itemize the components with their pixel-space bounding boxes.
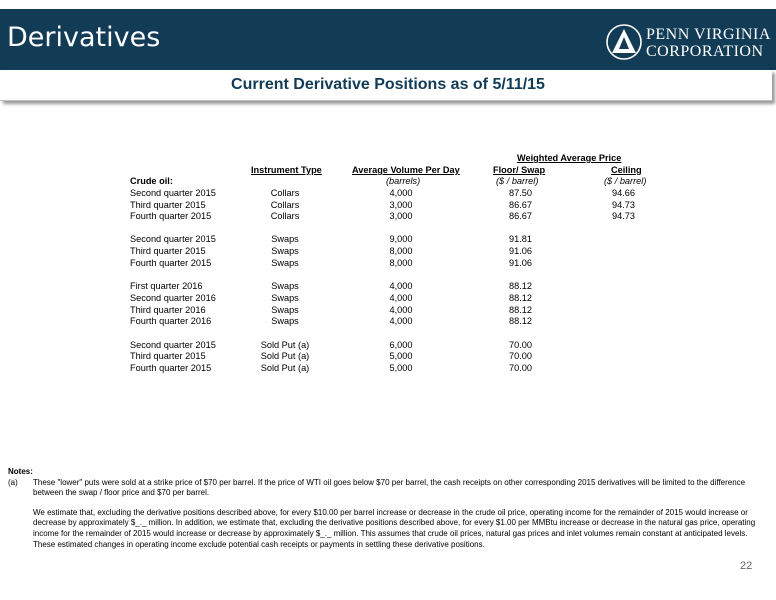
- cell-period: Third quarter 2016: [130, 305, 206, 315]
- cell-ceiling: 94.73: [612, 211, 635, 221]
- group-header: Weighted Average Price: [517, 153, 622, 163]
- cell-period: Fourth quarter 2015: [130, 211, 212, 221]
- cell-period: Third quarter 2015: [130, 200, 206, 210]
- cell-instrument: Swaps: [271, 234, 299, 244]
- cell-period: Third quarter 2015: [130, 246, 206, 256]
- logo-line1: PENN VIRGINIA: [646, 26, 771, 43]
- unit-floor: ($ / barrel): [496, 176, 539, 186]
- cell-period: Third quarter 2015: [130, 351, 206, 361]
- note-a: [8, 478, 768, 499]
- col-header-ceiling: Ceiling: [611, 165, 642, 175]
- cell-volume: 3,000: [389, 211, 413, 221]
- cell-floor: 88.12: [509, 316, 532, 326]
- page-number: 22: [740, 560, 753, 572]
- cell-floor: 91.06: [509, 258, 532, 268]
- cell-instrument: Sold Put (a): [260, 351, 310, 361]
- cell-volume: 6,000: [389, 340, 413, 350]
- logo-line2: CORPORATION: [646, 43, 764, 60]
- company-logo: [606, 24, 771, 64]
- cell-period: Second quarter 2016: [130, 293, 216, 303]
- cell-floor: 91.06: [509, 246, 532, 256]
- cell-volume: 8,000: [389, 258, 413, 268]
- cell-floor: 88.12: [509, 293, 532, 303]
- section-label: Crude oil:: [130, 176, 173, 186]
- cell-volume: 3,000: [389, 200, 413, 210]
- unit-ceiling: ($ / barrel): [604, 176, 647, 186]
- col-header-instrument: Instrument Type: [251, 165, 322, 175]
- cell-volume: 4,000: [389, 305, 413, 315]
- note-a-label: (a): [8, 477, 18, 487]
- cell-volume: 4,000: [389, 293, 413, 303]
- cell-floor: 70.00: [509, 363, 532, 373]
- cell-volume: 5,000: [389, 363, 413, 373]
- cell-floor: 86.67: [509, 211, 532, 221]
- cell-period: Second quarter 2015: [130, 188, 216, 198]
- cell-instrument: Collars: [270, 188, 300, 198]
- cell-period: Fourth quarter 2016: [130, 316, 212, 326]
- cell-period: Second quarter 2015: [130, 234, 216, 244]
- col-header-floor: Floor/ Swap: [493, 165, 546, 175]
- cell-instrument: Swaps: [271, 281, 299, 291]
- penn-virginia-logo-icon: [606, 24, 642, 60]
- unit-volume: (barrels): [386, 176, 421, 186]
- cell-floor: 70.00: [509, 340, 532, 350]
- cell-instrument: Sold Put (a): [260, 363, 310, 373]
- notes-section: [8, 467, 768, 550]
- cell-instrument: Collars: [270, 200, 300, 210]
- cell-period: Second quarter 2015: [130, 340, 216, 350]
- cell-period: Fourth quarter 2015: [130, 363, 212, 373]
- cell-volume: 9,000: [389, 234, 413, 244]
- cell-instrument: Swaps: [271, 316, 299, 326]
- col-header-volume: Average Volume Per Day: [352, 165, 460, 175]
- cell-ceiling: 94.66: [612, 188, 635, 198]
- cell-instrument: Swaps: [271, 293, 299, 303]
- subtitle: Current Derivative Positions as of 5/11/15: [231, 76, 545, 93]
- cell-ceiling: 94.73: [612, 200, 635, 210]
- note-a-text: These "lower" puts were sold at a strike price of $70 per barrel. If the price of WTI oil goes below $70 per barrel, the cash receipts on other corresponding 2015 derivatives will be limited to the difference between the swap / floor price and $70 per barrel.: [33, 477, 746, 498]
- cell-volume: 4,000: [389, 281, 413, 291]
- cell-period: Fourth quarter 2015: [130, 258, 212, 268]
- cell-volume: 5,000: [389, 351, 413, 361]
- page-title: Derivatives: [7, 22, 161, 53]
- cell-floor: 87.50: [509, 188, 532, 198]
- cell-floor: 88.12: [509, 281, 532, 291]
- notes-header: Notes:: [8, 467, 33, 476]
- cell-floor: 91.81: [509, 234, 532, 244]
- cell-floor: 88.12: [509, 305, 532, 315]
- cell-instrument: Swaps: [271, 246, 299, 256]
- cell-instrument: Swaps: [271, 305, 299, 315]
- cell-volume: 4,000: [389, 188, 413, 198]
- cell-floor: 86.67: [509, 200, 532, 210]
- cell-period: First quarter 2016: [130, 281, 203, 291]
- cell-volume: 8,000: [389, 246, 413, 256]
- cell-volume: 4,000: [389, 316, 413, 326]
- cell-instrument: Sold Put (a): [260, 340, 310, 350]
- cell-instrument: Collars: [270, 211, 300, 221]
- cell-instrument: Swaps: [271, 258, 299, 268]
- cell-floor: 70.00: [509, 351, 532, 361]
- estimate-note: We estimate that, excluding the derivative positions described above, for every $10.00 per barrel increase or decrease in the crude oil price, operating income for the remainder of 2015 would increase or decrease by approximately $_._ million. In addition, we estimate that, excluding the derivative positions described above, for every $1.00 per MMBtu increase or decrease in the natural gas price, operating income for the remainder of 2015 would increase or decrease by approximately $_._ million. This assumes that crude oil prices, natural gas prices and inlet volumes remain constant at anticipated levels. These estimated changes in operating income exclude potential cash receipts or payments in settling these derivative positions.: [33, 507, 756, 549]
